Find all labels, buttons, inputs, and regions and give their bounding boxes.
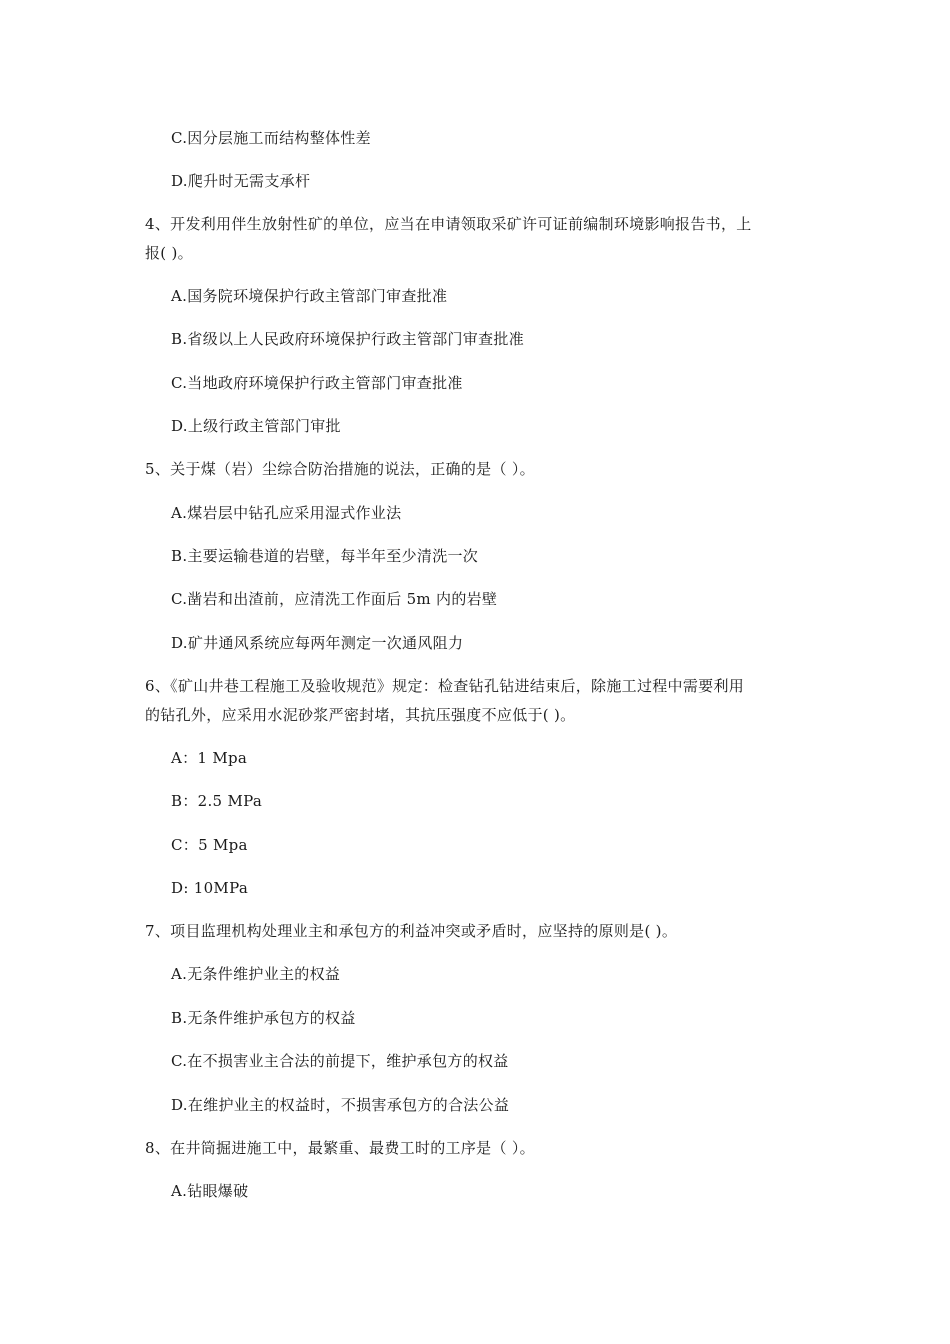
- option-7c: C.在不损害业主合法的前提下，维护承包方的权益: [171, 1052, 509, 1070]
- question-4: 4、开发利用伴生放射性矿的单位，应当在申请领取采矿许可证前编制环境影响报告书，上: [145, 215, 752, 233]
- option-6a: A：1 Mpa: [171, 749, 248, 767]
- option-6d: D: 10MPa: [171, 879, 249, 897]
- option-4d: D.上级行政主管部门审批: [171, 417, 341, 435]
- option-8a: A.钻眼爆破: [171, 1182, 249, 1200]
- question-6: 6、《矿山井巷工程施工及验收规范》规定：检查钻孔钻进结束后，除施工过程中需要利用: [145, 677, 745, 695]
- option-5b: B.主要运输巷道的岩壁，每半年至少清洗一次: [171, 547, 479, 565]
- question-6-cont: 的钻孔外，应采用水泥砂浆严密封堵，其抗压强度不应低于( )。: [145, 706, 576, 724]
- option-6c: C：5 Mpa: [171, 836, 248, 854]
- option-7a: A.无条件维护业主的权益: [171, 965, 341, 983]
- option-6b: B：2.5 MPa: [171, 792, 263, 810]
- option-5a: A.煤岩层中钻孔应采用湿式作业法: [171, 504, 402, 522]
- option-7b: B.无条件维护承包方的权益: [171, 1009, 356, 1027]
- question-7: 7、项目监理机构处理业主和承包方的利益冲突或矛盾时，应坚持的原则是( )。: [145, 922, 678, 940]
- option-7d: D.在维护业主的权益时，不损害承包方的合法公益: [171, 1096, 510, 1114]
- option-3c: C.因分层施工而结构整体性差: [171, 129, 371, 147]
- question-5: 5、关于煤（岩）尘综合防治措施的说法，正确的是（ ）。: [145, 460, 535, 478]
- option-4a: A.国务院环境保护行政主管部门审查批准: [171, 287, 448, 305]
- option-4b: B.省级以上人民政府环境保护行政主管部门审查批准: [171, 330, 524, 348]
- option-5d: D.矿井通风系统应每两年测定一次通风阻力: [171, 634, 464, 652]
- question-4-cont: 报( )。: [145, 244, 193, 262]
- question-8: 8、在井筒掘进施工中，最繁重、最费工时的工序是（ ）。: [145, 1139, 535, 1157]
- option-3d: D.爬升时无需支承杆: [171, 172, 311, 190]
- option-4c: C.当地政府环境保护行政主管部门审查批准: [171, 374, 463, 392]
- option-5c: C.凿岩和出渣前，应清洗工作面后 5m 内的岩壁: [171, 590, 498, 608]
